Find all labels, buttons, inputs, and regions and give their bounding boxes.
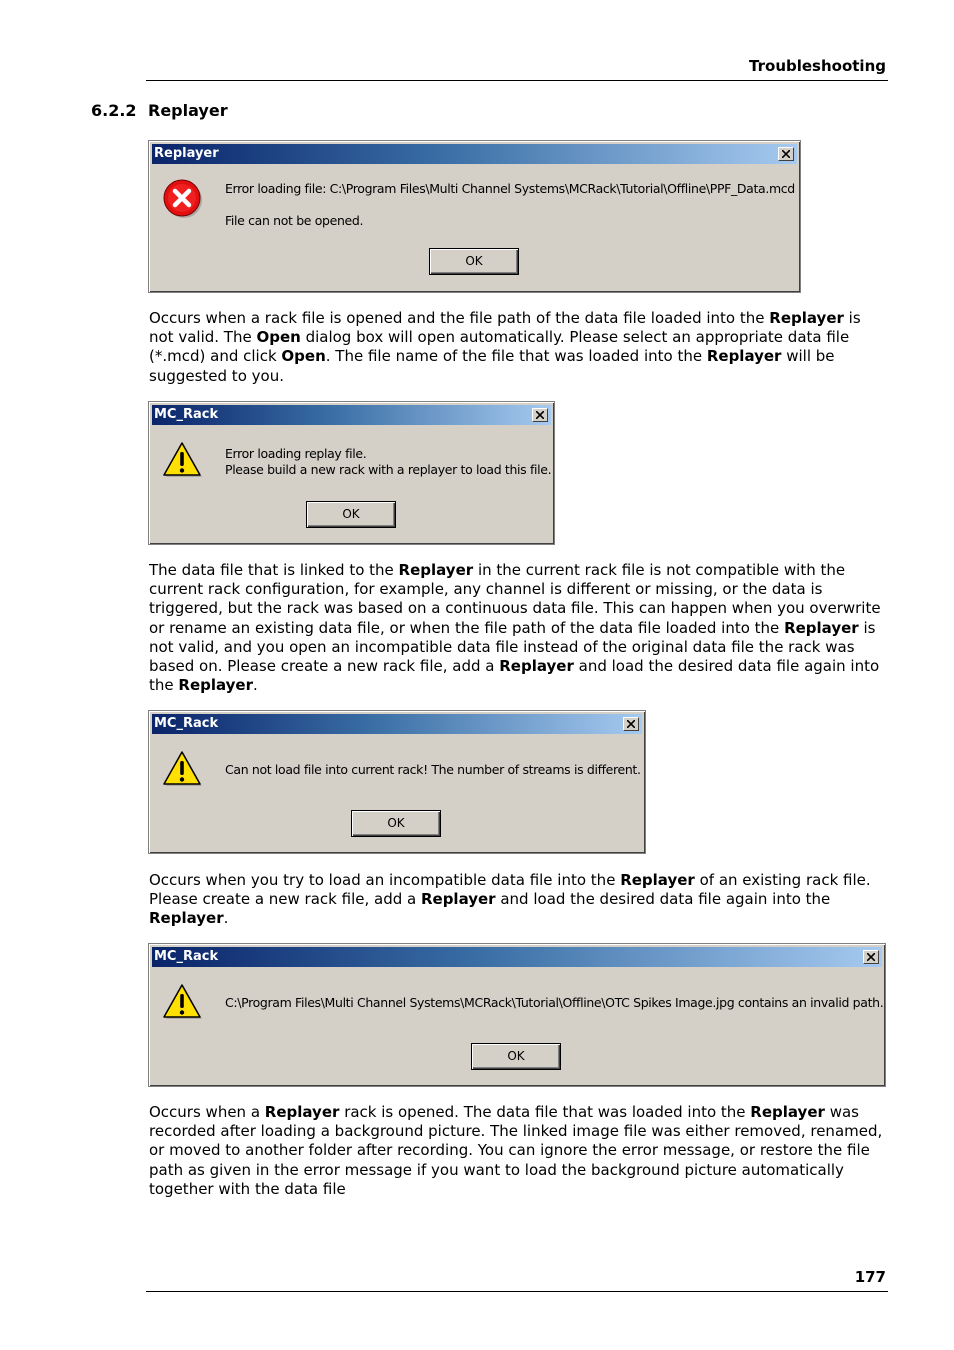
ok-button[interactable]: OK	[351, 810, 441, 837]
replay-file-warning-dialog	[148, 401, 555, 545]
close-icon	[536, 411, 544, 419]
running-header: Troubleshooting	[749, 57, 886, 75]
dialog-title: Replayer	[154, 146, 219, 161]
dialog-titlebar	[152, 947, 882, 967]
dialog-message-line: C:\Program Files\Multi Channel Systems\MCRack\Tutorial\Offline\OTC Spikes Image.jpg contains an invalid path.	[225, 995, 884, 1010]
dialog-message-line: Please build a new rack with a replayer to load this file.	[225, 462, 552, 477]
section-title: Replayer	[148, 101, 228, 120]
warning-icon	[163, 982, 203, 1022]
dialog-message-line: Error loading file: C:\Program Files\Multi Channel Systems\MCRack\Tutorial\Offline\PPF_Data.mcd	[225, 181, 795, 196]
warning-icon	[163, 440, 203, 480]
dialog-titlebar	[152, 144, 797, 164]
ok-button[interactable]: OK	[306, 501, 396, 528]
dialog-title: MC_Rack	[154, 949, 219, 964]
dialog-close-button[interactable]	[778, 147, 794, 161]
dialog-close-button[interactable]	[863, 950, 879, 964]
error-icon	[163, 179, 203, 219]
dialog-close-button[interactable]	[623, 717, 639, 731]
replayer-error-dialog	[148, 140, 801, 293]
dialog-titlebar	[152, 714, 642, 734]
dialog-close-button[interactable]	[532, 408, 548, 422]
ok-button[interactable]: OK	[429, 248, 519, 275]
close-icon	[627, 720, 635, 728]
dialog-message-line: File can not be opened.	[225, 213, 364, 228]
paragraph-3: Occurs when you try to load an incompatible data file into the Replayer of an existing rack file. Please create a new rack file, add a Replayer and load the desired data file again into the Replayer.	[149, 871, 871, 928]
footer-rule	[146, 1291, 888, 1292]
dialog-title: MC_Rack	[154, 407, 219, 422]
warning-icon	[163, 749, 203, 789]
header-rule	[146, 80, 888, 81]
page-number: 177	[854, 1268, 886, 1286]
invalid-path-warning-dialog	[148, 943, 886, 1087]
dialog-title: MC_Rack	[154, 716, 219, 731]
section-heading	[91, 101, 228, 120]
section-number: 6.2.2	[91, 101, 137, 120]
dialog-titlebar	[152, 405, 551, 425]
close-icon	[867, 953, 875, 961]
streams-mismatch-warning-dialog	[148, 710, 646, 854]
ok-button[interactable]: OK	[471, 1043, 561, 1070]
paragraph-4: Occurs when a Replayer rack is opened. The data file that was loaded into the Replayer was recorded after loading a background picture. The linked image file was either removed, renamed, or moved to another folder after recording. You can ignore the error message, or restore the file path as given in the error message if you want to load the background picture automatically together with the data file	[149, 1103, 883, 1198]
paragraph-1: Occurs when a rack file is opened and the file path of the data file loaded into the Replayer is not valid. The Open dialog box will open automatically. Please select an appropriate data file (*.mcd) and click Open. The file name of the file that was loaded into the Replayer will be suggested to you.	[149, 309, 861, 385]
dialog-message-line: Can not load file into current rack! The number of streams is different.	[225, 762, 641, 777]
paragraph-2: The data file that is linked to the Replayer in the current rack file is not compatible with the current rack configuration, for example, any channel is different or missing, or the data is triggered, but the rack was based on a continuous data file. This can happen when you overwrite or rename an existing data file, or when the file path of the data file loaded into the Replayer is not valid, and you open an incompatible data file instead of the original data file the rack was based on. Please create a new rack file, add a Replayer and load the desired data file again into the Replayer.	[149, 561, 881, 695]
dialog-message-line: Error loading replay file.	[225, 446, 367, 461]
close-icon	[782, 150, 790, 158]
